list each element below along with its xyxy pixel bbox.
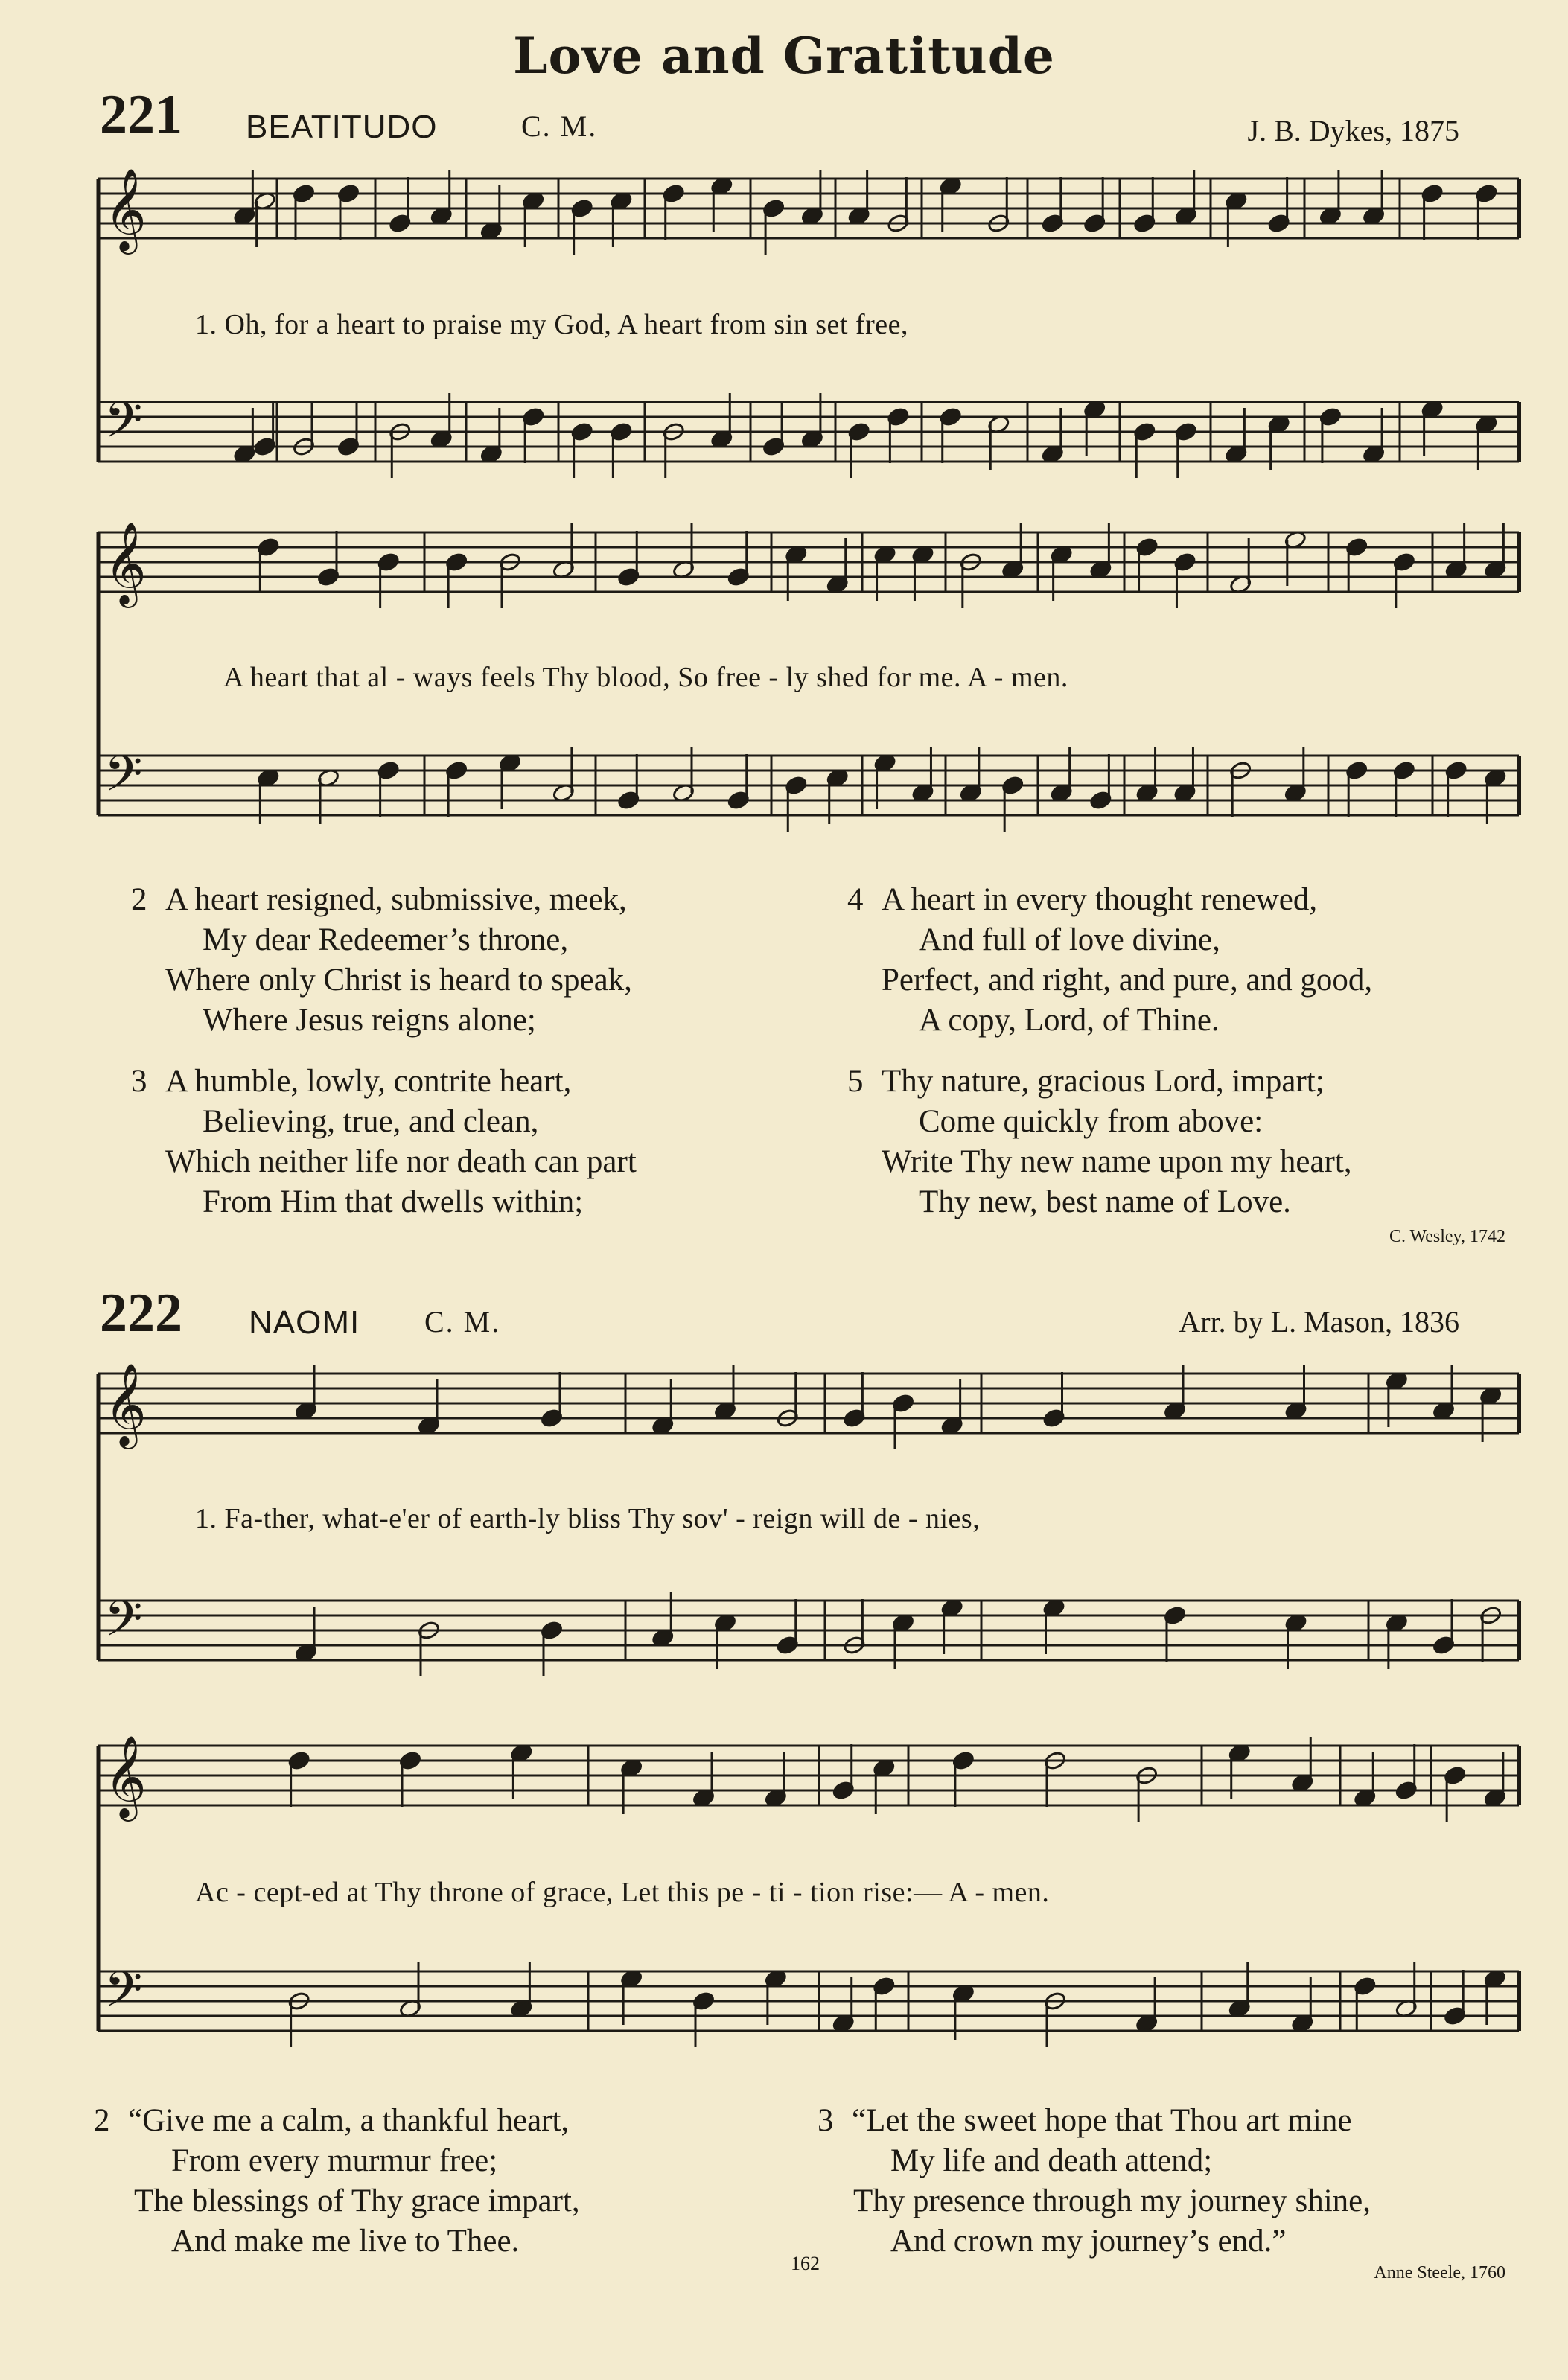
verse-line: Write Thy new name upon my heart, [882,1144,1352,1179]
composer-credit: Arr. by L. Mason, 1836 [1179,1305,1459,1339]
verse-line: The blessings of Thy grace impart, [134,2183,580,2218]
verse-line: A heart resigned, submissive, meek, [165,882,627,917]
author-credit: Anne Steele, 1760 [1374,2263,1505,2282]
bass-staff [98,745,1519,815]
verse-line: From every murmur free; [171,2143,498,2178]
bass-clef-icon: 𝄢 [104,1961,143,2030]
verse-stanza [847,1062,1372,1222]
verse-line: A copy, Lord, of Thine. [919,1003,1220,1038]
meter: C. M. [424,1305,501,1339]
treble-clef-icon: 𝄞 [104,168,147,251]
verse-line: From Him that dwells within; [203,1184,584,1219]
hymn-number: 222 [100,1283,182,1344]
section-title: Love and Gratitude [513,27,1055,85]
verse-stanza [131,1062,637,1222]
page-number: 162 [791,2253,820,2274]
verse-line: Where Jesus reigns alone; [203,1003,536,1038]
verse-line: A heart in every thought renewed, [882,882,1318,917]
lyrics-line: 1. Oh, for a heart to praise my God, A heart from sin set free, [195,309,909,340]
verse-line: “Let the sweet hope that Thou art mine [852,2103,1352,2138]
tune-name: BEATITUDO [246,109,438,145]
verse-line: Thy presence through my journey shine, [853,2183,1371,2218]
verse-line: My life and death attend; [890,2143,1213,2178]
verse-line: My dear Redeemer’s throne, [203,922,569,957]
verse-number: 3 [818,2103,834,2138]
verse-line: “Give me a calm, a thankful heart, [128,2103,570,2138]
bass-clef-icon: 𝄢 [104,392,143,461]
lyrics-line: Ac - cept-ed at Thy throne of grace, Let this pe - ti - tion rise:— A - men. [195,1877,1050,1908]
verse-stanza [818,2101,1371,2262]
verse-line: And crown my journey’s end.” [890,2224,1287,2259]
hymn-number: 221 [100,84,182,145]
verse-stanza [847,880,1372,1041]
treble-clef-icon: 𝄞 [104,1735,147,1818]
verse-line: And make me live to Thee. [171,2224,520,2259]
verse-number: 2 [131,882,147,917]
verse-stanza [94,2101,580,2262]
verse-stanza [131,880,637,1041]
verse-line: And full of love divine, [919,922,1220,957]
meter: C. M. [521,109,598,143]
verse-number: 5 [847,1064,864,1099]
composer-credit: J. B. Dykes, 1875 [1247,114,1459,147]
verse-column-right [847,880,1372,1222]
bass-clef-icon: 𝄢 [104,1590,143,1659]
verse-number: 3 [131,1064,147,1099]
lyrics-line: A heart that al - ways feels Thy blood, So free - ly shed for me. A - men. [223,662,1068,693]
verse-line: A humble, lowly, contrite heart, [165,1064,572,1099]
verse-number: 4 [847,882,864,917]
treble-staff [98,521,1519,608]
treble-clef-icon: 𝄞 [104,521,147,604]
tune-name: NAOMI [249,1304,360,1341]
lyrics-line: 1. Fa-ther, what-e'er of earth-ly bliss Thy sov' - reign will de - nies, [195,1503,981,1534]
author-credit: C. Wesley, 1742 [1389,1227,1505,1246]
verse-line: Thy new, best name of Love. [919,1184,1291,1219]
verse-line: Perfect, and right, and pure, and good, [882,963,1373,998]
verse-number: 2 [94,2103,110,2138]
verse-line: Where only Christ is heard to speak, [165,963,632,998]
verse-column-left [94,2101,580,2262]
verse-column-left [131,880,637,1222]
verse-line: Which neither life nor death can part [165,1144,637,1179]
verse-column-right [818,2101,1371,2262]
verse-line: Come quickly from above: [919,1104,1263,1139]
verse-line: Believing, true, and clean, [203,1104,539,1139]
bass-clef-icon: 𝄢 [104,745,143,814]
treble-clef-icon: 𝄞 [104,1362,147,1446]
verse-line: Thy nature, gracious Lord, impart; [882,1064,1325,1099]
